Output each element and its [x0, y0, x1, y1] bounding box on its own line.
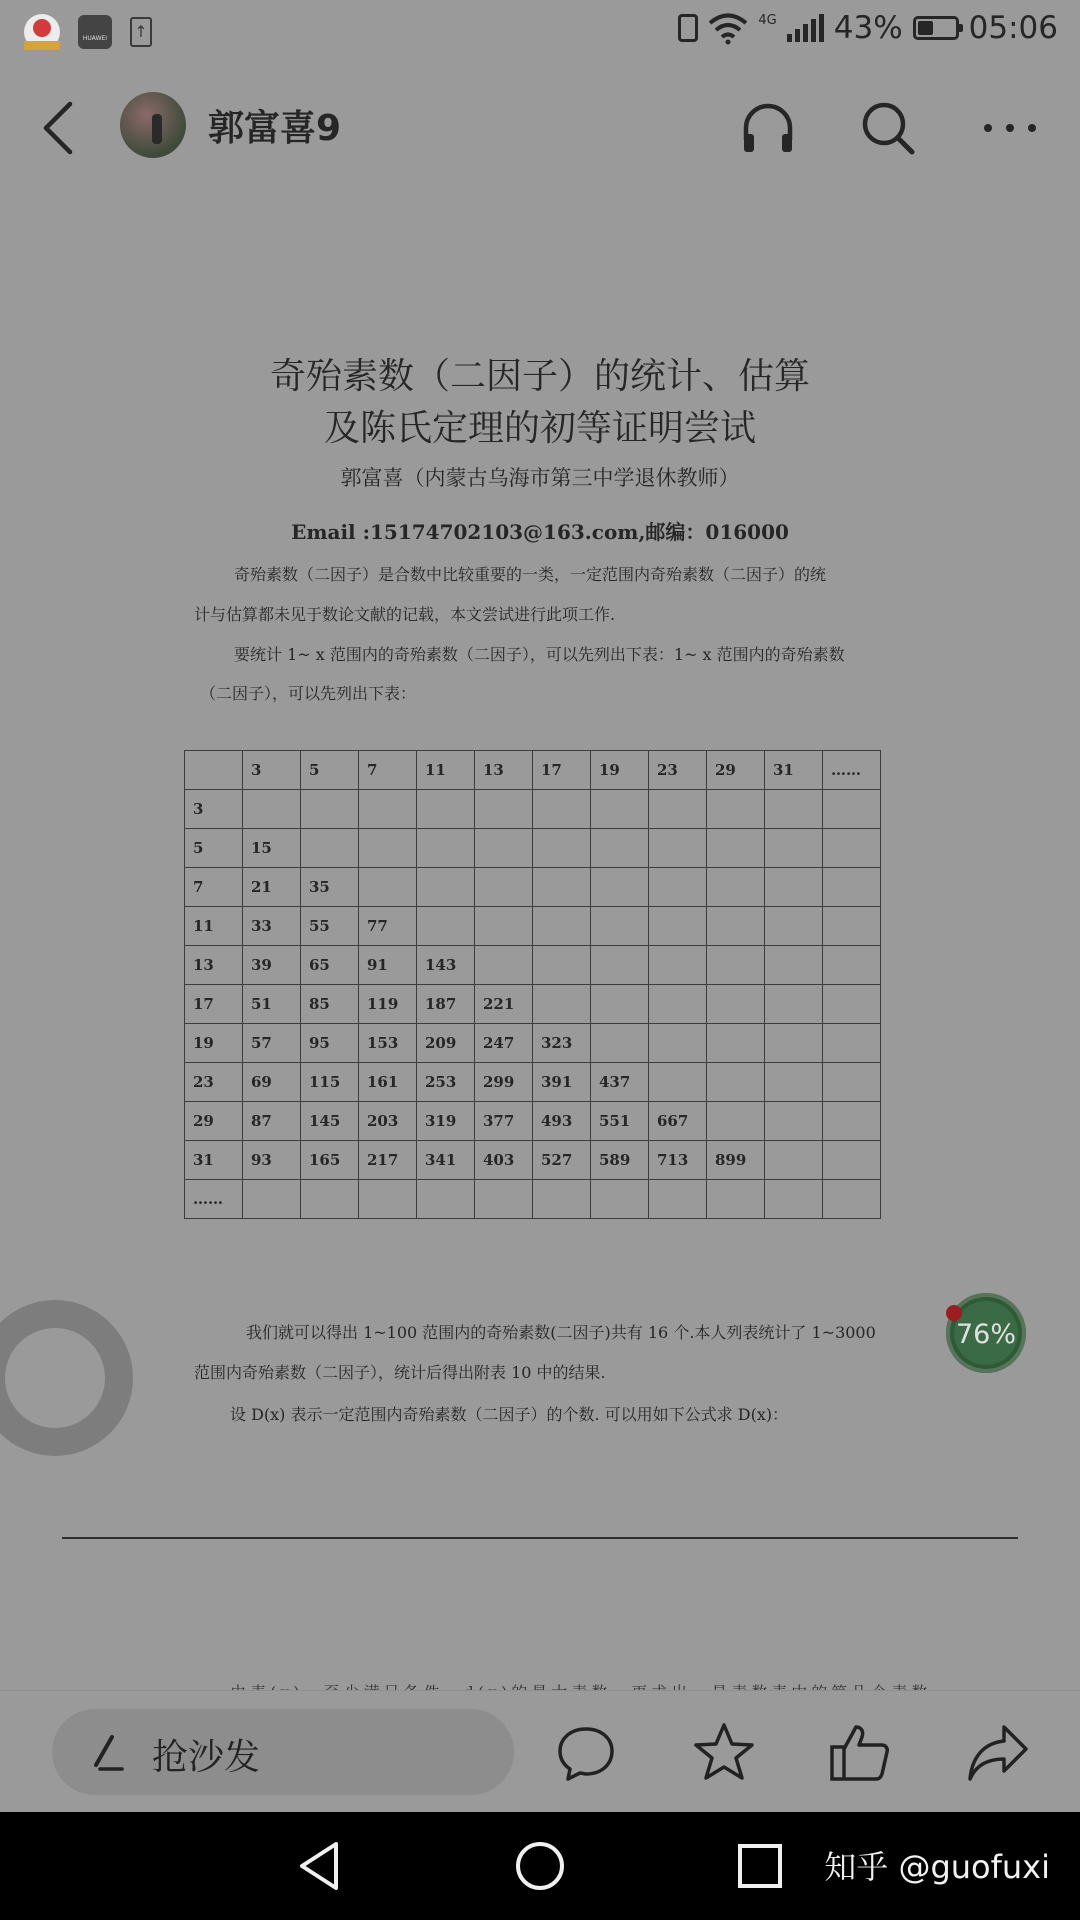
table-cell — [765, 985, 823, 1024]
table-cell — [765, 1102, 823, 1141]
app-header — [0, 80, 1080, 176]
table-cell: 323 — [533, 1024, 591, 1063]
table-cell: 11 — [185, 907, 243, 946]
para2-line2: （二因子），可以先列出下表： — [200, 684, 417, 703]
table-cell: 7 — [185, 868, 243, 907]
table-cell — [649, 829, 707, 868]
table-cell — [649, 985, 707, 1024]
table-row — [185, 907, 881, 946]
table-header-cell: 3 — [243, 751, 301, 790]
table-cell: 5 — [185, 829, 243, 868]
table-cell — [475, 829, 533, 868]
table-header-cell: 7 — [359, 751, 417, 790]
pen-icon — [86, 1731, 126, 1775]
vibrate-icon — [678, 14, 698, 42]
table-header-row — [185, 751, 881, 790]
table-cell — [301, 829, 359, 868]
table-cell — [823, 829, 881, 868]
table-cell — [765, 946, 823, 985]
table-cell — [649, 1063, 707, 1102]
table-cell — [359, 868, 417, 907]
table-cell — [823, 946, 881, 985]
table-cell: 377 — [475, 1102, 533, 1141]
table-cell: 253 — [417, 1063, 475, 1102]
table-cell — [765, 1180, 823, 1219]
table-cell — [823, 1180, 881, 1219]
table-cell: 319 — [417, 1102, 475, 1141]
table-cell — [475, 868, 533, 907]
table-cell: 589 — [591, 1141, 649, 1180]
author-avatar[interactable] — [120, 92, 186, 158]
table-cell — [591, 790, 649, 829]
table-row — [185, 985, 881, 1024]
table-cell: 31 — [185, 1141, 243, 1180]
table-cell: 217 — [359, 1141, 417, 1180]
table-cell — [707, 829, 765, 868]
table-header-cell: 5 — [301, 751, 359, 790]
comment-input[interactable] — [52, 1709, 514, 1795]
table-cell — [533, 790, 591, 829]
table-cell — [707, 1102, 765, 1141]
table-cell — [475, 790, 533, 829]
table-cell — [649, 1180, 707, 1219]
table-cell: …… — [185, 1180, 243, 1219]
table-cell — [243, 790, 301, 829]
table-header-cell: 23 — [649, 751, 707, 790]
nav-home-icon[interactable] — [512, 1838, 568, 1894]
table-row — [185, 1180, 881, 1219]
table-cell: 91 — [359, 946, 417, 985]
table-row — [185, 868, 881, 907]
doc-title-line1: 奇殆素数（二因子）的统计、估算 — [269, 356, 810, 397]
odd-semiprime-table — [184, 750, 881, 1219]
table-cell: 403 — [475, 1141, 533, 1180]
network-type: 4G — [758, 12, 777, 28]
table-header-cell — [185, 751, 243, 790]
upload-notification-icon — [130, 17, 152, 47]
table-cell: 23 — [185, 1063, 243, 1102]
para3-line2: 范围内奇殆素数（二因子），统计后得出附表 10 中的结果. — [194, 1363, 606, 1382]
table-cell: 667 — [649, 1102, 707, 1141]
table-cell: 33 — [243, 907, 301, 946]
table-row — [185, 946, 881, 985]
author-name[interactable]: 郭富喜9 — [208, 108, 342, 149]
table-cell: 51 — [243, 985, 301, 1024]
table-cell — [475, 1180, 533, 1219]
table-cell — [765, 1141, 823, 1180]
huawei-notification-icon — [78, 15, 112, 49]
table-cell — [591, 829, 649, 868]
system-indicators — [678, 10, 1058, 46]
table-cell: 145 — [301, 1102, 359, 1141]
table-cell — [765, 907, 823, 946]
table-cell: 19 — [185, 1024, 243, 1063]
table-cell — [707, 946, 765, 985]
table-cell — [359, 829, 417, 868]
table-cell: 165 — [301, 1141, 359, 1180]
table-cell: 13 — [185, 946, 243, 985]
table-cell — [591, 946, 649, 985]
clock: 05:06 — [968, 10, 1058, 46]
table-cell: 57 — [243, 1024, 301, 1063]
table-cell — [823, 1141, 881, 1180]
table-cell — [649, 790, 707, 829]
table-cell: 187 — [417, 985, 475, 1024]
headphones-icon[interactable] — [738, 98, 798, 158]
table-cell — [301, 1180, 359, 1219]
table-cell: 69 — [243, 1063, 301, 1102]
table-cell — [533, 1180, 591, 1219]
table-cell: 21 — [243, 868, 301, 907]
back-button[interactable] — [36, 98, 80, 158]
table-cell — [533, 907, 591, 946]
table-cell — [649, 868, 707, 907]
doc-author-line: 郭富喜（内蒙古乌海市第三中学退休教师） — [340, 466, 740, 490]
table-row — [185, 1024, 881, 1063]
table-cell: 15 — [243, 829, 301, 868]
comment-icon[interactable] — [554, 1721, 618, 1783]
article-document[interactable] — [0, 180, 1080, 1690]
table-cell — [417, 868, 475, 907]
table-cell — [591, 907, 649, 946]
wifi-icon — [708, 12, 748, 44]
table-cell — [823, 1063, 881, 1102]
para3-line1: 我们就可以得出 1~100 范围内的奇殆素数(二因子)共有 16 个.本人列表统计了 1~3000 — [246, 1323, 876, 1342]
reading-progress-text: 76% — [955, 1319, 1016, 1350]
table-cell: 17 — [185, 985, 243, 1024]
page-divider — [62, 1537, 1018, 1539]
table-cell: 3 — [185, 790, 243, 829]
table-cell: 247 — [475, 1024, 533, 1063]
more-icon[interactable] — [980, 98, 1040, 158]
table-cell: 299 — [475, 1063, 533, 1102]
table-cell: 493 — [533, 1102, 591, 1141]
table-cell — [649, 907, 707, 946]
table-cell — [417, 1180, 475, 1219]
para1-line2: 计与估算都未见于数论文献的记载，本文尝试进行此项工作. — [194, 605, 616, 624]
table-cell — [823, 985, 881, 1024]
table-cell — [823, 1024, 881, 1063]
table-cell: 161 — [359, 1063, 417, 1102]
table-cell — [707, 985, 765, 1024]
table-cell — [533, 868, 591, 907]
table-header-cell: 31 — [765, 751, 823, 790]
table-cell: 95 — [301, 1024, 359, 1063]
table-cell — [707, 907, 765, 946]
table-cell — [823, 790, 881, 829]
table-cell — [707, 790, 765, 829]
table-cell: 35 — [301, 868, 359, 907]
table-row — [185, 1141, 881, 1180]
loading-ring-icon — [55, 1300, 137, 1456]
table-row — [185, 790, 881, 829]
table-cell: 527 — [533, 1141, 591, 1180]
table-cell — [823, 868, 881, 907]
table-cell — [533, 985, 591, 1024]
nav-recents-icon[interactable] — [732, 1838, 788, 1894]
table-cell — [765, 829, 823, 868]
battery-percent: 43% — [833, 10, 903, 46]
table-cell — [533, 946, 591, 985]
system-navigation-bar — [0, 1812, 1080, 1920]
table-cell — [591, 985, 649, 1024]
para4-line1: 设 D(x) 表示一定范围内奇殆素数（二因子）的个数. 可以用如下公式求 D(x)： — [230, 1405, 789, 1424]
table-cell — [823, 907, 881, 946]
table-cell: 87 — [243, 1102, 301, 1141]
table-cell — [243, 1180, 301, 1219]
table-cell — [417, 829, 475, 868]
table-cell — [823, 1102, 881, 1141]
table-cell: 119 — [359, 985, 417, 1024]
notification-icons — [24, 14, 152, 50]
table-header-cell: …… — [823, 751, 881, 790]
battery-icon — [913, 16, 959, 40]
zhihu-watermark: 知乎 @guofuxi — [824, 1848, 1050, 1886]
table-cell — [475, 907, 533, 946]
table-cell: 143 — [417, 946, 475, 985]
doc-title-line2: 及陈氏定理的初等证明尝试 — [323, 408, 756, 449]
table-cell — [591, 868, 649, 907]
table-cell: 437 — [591, 1063, 649, 1102]
table-cell: 209 — [417, 1024, 475, 1063]
table-cell — [359, 790, 417, 829]
nav-back-icon[interactable] — [292, 1838, 348, 1894]
table-cell: 391 — [533, 1063, 591, 1102]
table-cell: 29 — [185, 1102, 243, 1141]
table-cell — [765, 1063, 823, 1102]
table-row — [185, 1063, 881, 1102]
table-cell — [359, 1180, 417, 1219]
table-header-cell: 29 — [707, 751, 765, 790]
table-cell — [707, 1024, 765, 1063]
table-cell — [765, 868, 823, 907]
table-cell: 55 — [301, 907, 359, 946]
comment-placeholder: 抢沙发 — [152, 1737, 261, 1778]
table-header-cell: 11 — [417, 751, 475, 790]
table-cell — [649, 1024, 707, 1063]
table-cell: 899 — [707, 1141, 765, 1180]
table-cell — [533, 829, 591, 868]
share-icon[interactable] — [966, 1721, 1030, 1783]
table-cell — [707, 868, 765, 907]
search-icon[interactable] — [858, 98, 918, 158]
table-cell: 713 — [649, 1141, 707, 1180]
table-cell: 65 — [301, 946, 359, 985]
table-header-cell: 17 — [533, 751, 591, 790]
signal-icon — [787, 14, 824, 42]
table-row — [185, 829, 881, 868]
table-cell: 221 — [475, 985, 533, 1024]
table-cell: 39 — [243, 946, 301, 985]
table-cell — [475, 946, 533, 985]
table-cell: 153 — [359, 1024, 417, 1063]
table-cell — [707, 1180, 765, 1219]
table-cell — [417, 790, 475, 829]
table-cell — [765, 1024, 823, 1063]
table-cell — [591, 1024, 649, 1063]
table-cell: 115 — [301, 1063, 359, 1102]
table-header-cell: 13 — [475, 751, 533, 790]
table-cell — [765, 790, 823, 829]
table-row — [185, 1102, 881, 1141]
table-cell — [707, 1063, 765, 1102]
doc-email-line: Email :15174702103@163.com,邮编：016000 — [291, 520, 789, 544]
para1-line1: 奇殆素数（二因子）是合数中比较重要的一类，一定范围内奇殆素数（二因子）的统 — [234, 565, 827, 584]
table-cell: 551 — [591, 1102, 649, 1141]
para2-line1: 要统计 1~ x 范围内的奇殆素数（二因子），可以先列出下表：1~ x 范围内的奇殆素数 — [234, 645, 845, 664]
table-cell — [301, 790, 359, 829]
table-cell — [417, 907, 475, 946]
table-header-cell: 19 — [591, 751, 649, 790]
status-bar — [0, 0, 1080, 66]
battery-fill — [918, 21, 933, 35]
table-cell: 77 — [359, 907, 417, 946]
thumbs-up-icon[interactable] — [828, 1721, 892, 1783]
table-cell: 85 — [301, 985, 359, 1024]
huawei-label: HUAWEI — [82, 35, 108, 42]
star-icon[interactable] — [692, 1721, 756, 1783]
bottom-action-bar — [0, 1690, 1080, 1813]
table-cell — [591, 1180, 649, 1219]
table-cell — [649, 946, 707, 985]
table-cell: 203 — [359, 1102, 417, 1141]
app-notification-icon — [24, 14, 60, 50]
table-cell: 341 — [417, 1141, 475, 1180]
table-cell: 93 — [243, 1141, 301, 1180]
